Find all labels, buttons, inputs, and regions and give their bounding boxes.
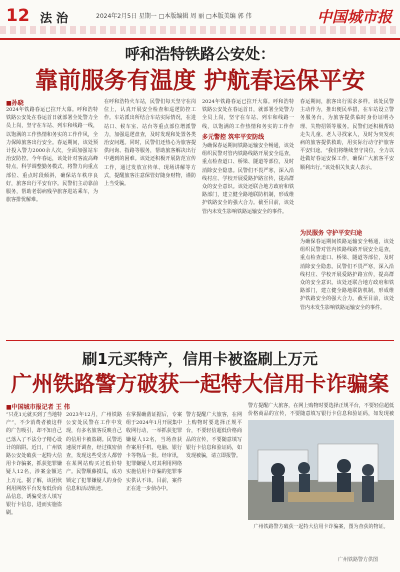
photo-scene-icon — [248, 420, 394, 520]
article1-headline: 靠前服务有温度 护航春运保平安 — [34, 67, 365, 94]
article1-column-4: 春运期间，旅客出行需求多样。该处民警主动作为，推出便民举措，在车站设立警务服务台，为旅客提供临时身份证明办理、失物招领等服务。民警们还积极帮助走失儿童、老人寻找家人，及时为突发疾病的旅客提供救助，用实际行动守护旅客平安归途。“我们将继续坚守岗位，全力以赴做好春运安保工作，确保广大旅客平安顺利出行。”该处相关负责人表示。 — [300, 99, 394, 171]
article2-kicker: 刷1元买特产，信用卡被盗刷上万元 — [82, 350, 318, 368]
page-number: 12 — [6, 6, 30, 26]
article1-column-1: 2024年铁路春运已拉开大幕。呼和浩特铁路公安处在春运首日就部署全处警力全员上岗，坚守在车站、列车和线路一线，以饱满的工作热情和务实的工作作风，全力保障旅客出行安全。春运期间，该处预计投入警力2000余人次，全面加强站车治安防控。今年春运，该处针对客流高峰特点，科学调整勤务模式，将警力向重点部位、重点时段倾斜，确保站车秩序良好，旅客出行平安有序。民警们主动靠前服务，帮助老弱病残孕旅客进站乘车，为旅客排忧解难。 — [6, 107, 98, 204]
article1-column-3: 为确保春运期间铁路运输安全畅通，该处组织民警对管内铁路线路开展安全巡查，重点检查道口、桥梁、隧道等部位，及时消除安全隐患。民警们不畏严寒，深入沿线村庄、学校开展爱路护路宣传，提高群众的安全意识。该处还联合地方政府和铁路部门，建立健全路地联防机制，形成维护铁路安全的强大合力。截至目前，该处管内未发生影响铁路运输安全的事件。 — [202, 143, 294, 215]
section-divider — [6, 340, 394, 341]
article2-column-3: 在掌握确凿证据后，专案组于2024年1月开展集中收网行动，一举抓获犯罪嫌疑人12名，当场查获作案用手机、电脑、银行卡等物品一批。经审讯，犯罪嫌疑人对其利用网络实施信用卡诈骗的犯罪事实供认不讳。目前，案件正在进一步侦办中。 — [126, 412, 182, 492]
article2-column-4: 警方提醒广大旅客，在网上购物时要选择正规平台，不要轻信超低价格商品的宣传，不要随意填写银行卡信息和验证码，如发现被骗，请立即报警。 — [186, 412, 242, 460]
article2-column-5: 警方提醒广大旅客，在网上购物时要选择正规平台，不要轻信超低价格商品的宣传，不要随意填写银行卡信息和验证码，如发现被 — [248, 403, 394, 418]
article1-subhead-1: 多元警控 筑牢平安防线 — [202, 134, 265, 141]
page-header — [0, 0, 400, 40]
news-photo — [248, 420, 394, 520]
article1-kicker: 呼和浩特铁路公安处： — [124, 45, 275, 63]
article1-column-2: 在呼和浩特火车站，民警们每天坚守在岗位上，认真开展安全检查和巡逻防控工作。车站派出所结合车站实际情况，在进站口、候车室、站台等重点部位增派警力，加强巡逻盘查，及时发现和处置各类治安问题。同时，民警们还热心为旅客提供问询、指路等服务，帮助旅客解决出行中遇到的困难。该处还积极开展防范宣传工作，通过发放宣传单、现场讲解等方式，提醒旅客注意保管好随身财物，谨防上当受骗。 — [104, 99, 196, 188]
article1-column-3a: 2024年铁路春运已拉开大幕。呼和浩特铁路公安处在春运首日，就部署全处警力全员上岗，坚守在车站、列车和线路一线，以饱满的工作热情和务实的工作作 — [202, 99, 294, 130]
article2-column-1: “只花1元就买到了当地特产”，不少消费者被这样的广告吸引，却不知自己已落入了不法分子精心设计的陷阱。近日，广州铁路公安处破获一起特大信用卡诈骗案，抓获犯罪嫌疑人12名，涉案金额达上万元。据了解，该团伙利用网络平台发布低价商品信息，诱骗受害人填写银行卡信息，进而实施盗刷。 — [6, 412, 62, 517]
article1-subhead-2: 为民服务 守护平安归途 — [300, 230, 363, 237]
article2-column-2: 2023年12月，广州铁路公安处民警在工作中发现，有多名旅客反映自己的信用卡被盗刷。民警迅速展开调查，经过缜密侦查，发现这些受害人都曾在某网站购买过低价特产。民警顺藤摸瓜，成功锁定了犯罪嫌疑人的身份信息和活动轨迹。 — [66, 412, 122, 492]
photo-credit: 广州铁路警方供图 — [338, 557, 379, 563]
article2-headline: 广州铁路警方破获一起特大信用卡诈骗案 — [11, 371, 389, 396]
section-name: 法 治 — [40, 11, 69, 25]
photo-caption: 广州铁路警方破获一起特大信用卡诈骗案，图为查获的物证。 — [253, 524, 389, 530]
article1-byline: ■孙晓 — [6, 100, 24, 107]
dateline: 2024年2月5日 星期一 □本版编辑 周 丽 □本版美编 郭 伟 — [96, 13, 252, 20]
article1-column-4b: 为确保春运期间铁路运输安全畅通，该处组织民警对管内铁路线路开展安全巡查，重点检查道口、桥梁、隧道等部位，及时消除安全隐患。民警们不畏严寒，深入沿线村庄、学校开展爱路护路宣传，提高群众的安全意识。该处还联合地方政府和铁路部门，建立健全路地联防机制，形成维护铁路安全的强大合力。截至目前，该处管内未发生影响铁路运输安全的事件。 — [300, 239, 394, 311]
masthead-logo: 中国城市报 — [316, 8, 392, 26]
article2-byline: ■中国城市报记者 王 伟 — [6, 404, 70, 411]
header-stripe — [0, 26, 400, 34]
